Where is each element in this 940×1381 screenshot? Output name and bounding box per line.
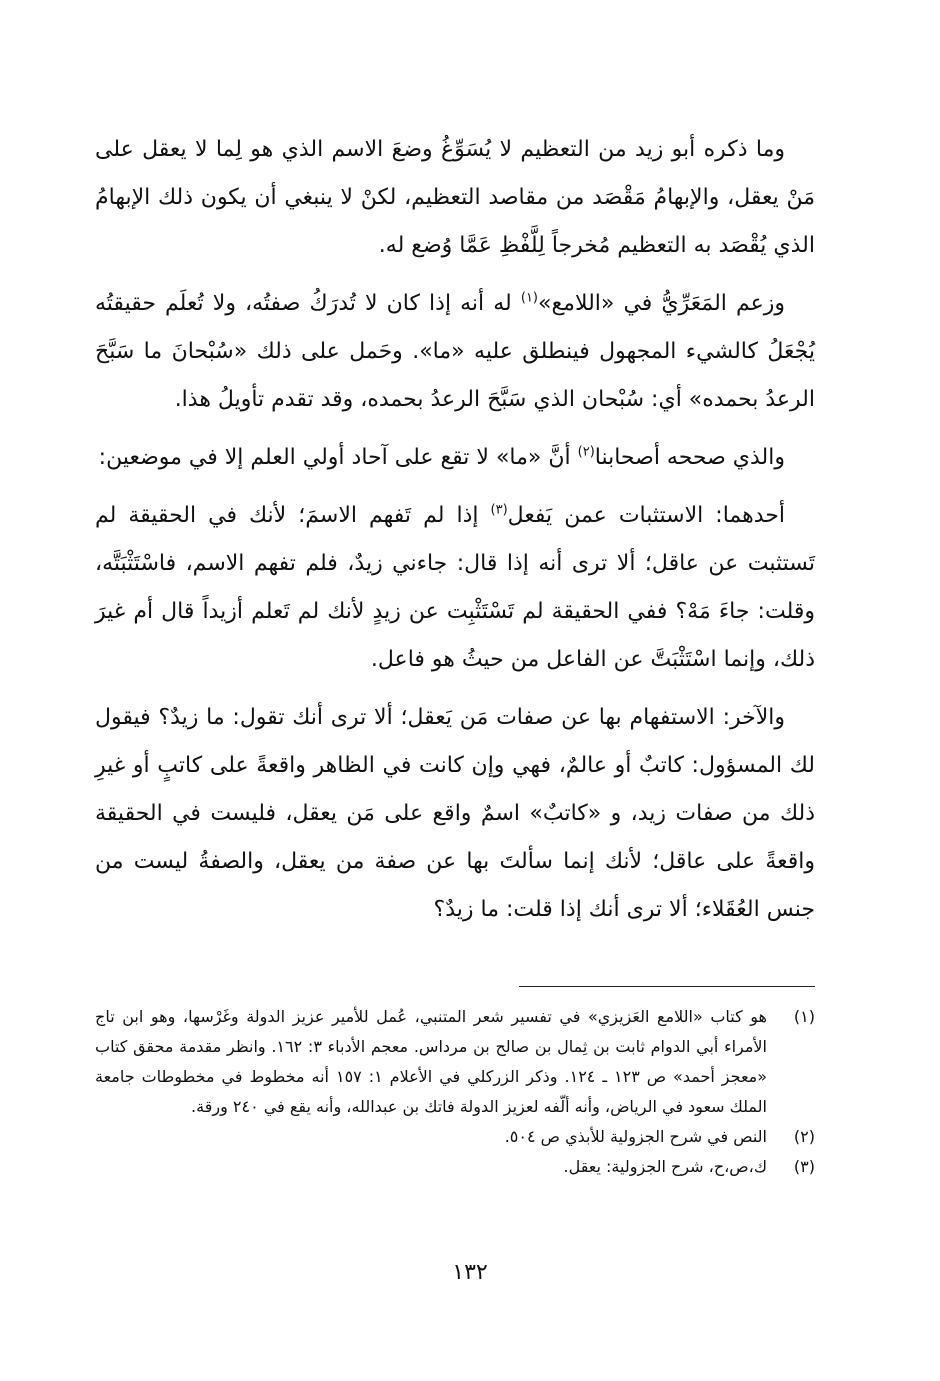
page-number: ١٣٢ bbox=[452, 1260, 488, 1285]
paragraph-2-start: وزعم المَعَرِّيُّ في «اللامع» bbox=[538, 291, 785, 316]
footnote-2-marker: (٢) bbox=[793, 1127, 815, 1146]
footnote-divider bbox=[519, 986, 815, 987]
paragraph-2 bbox=[95, 280, 815, 424]
footnote-1 bbox=[95, 1002, 815, 1122]
paragraph-1-text: وما ذكره أبو زيد من التعظيم لا يُسَوِّغُ وضعَ الاسم الذي هو لِما لا يعقل على مَنْ يعقل، والإبهامُ مَقْصَد من مقاصد التعظيم، لكنْ لا ينبغي أن يكون ذلك الإبهامُ الذي يُقْصَد به التعظيم مُخرجاً لِلَّفْظِ عَمَّا وُضع له. bbox=[95, 137, 815, 258]
footnote-1-text: هو كتاب «اللامع العَزيزي» في تفسير شعر المتنبي، عُمل للأمير عزيز الدولة وغَرْسها، وهو ابن تاج الأمراء أبي الدوام ثابت بن ثِمال بن صالح بن مرداس. معجم الأدباء ٣: ١٦٢. وانظر مقدمة محقق كتاب «معجز أحمد» ص ١٢٣ ـ ١٢٤. وذكر الزركلي في الأعلام ١: ١٥٧ أنه مخطوط في مخطوطات جامعة الملك سعود في الرياض، وأنه ألّفه لعزيز الدولة فاتك بن عبدالله، وأنه يقع في ٢٤٠ ورقة. bbox=[95, 1007, 768, 1116]
paragraph-4 bbox=[95, 492, 815, 684]
footnote-ref-3[interactable]: (٣) bbox=[490, 502, 508, 518]
paragraph-5 bbox=[95, 694, 815, 934]
footnote-ref-1[interactable]: (١) bbox=[520, 290, 538, 306]
paragraph-1 bbox=[95, 126, 815, 270]
footnotes bbox=[95, 1002, 815, 1182]
footnote-3-marker: (٣) bbox=[793, 1157, 815, 1176]
paragraph-3-rest: أنَّ «ما» لا تقع على آحاد أولي العلم إلا في موضعين: bbox=[98, 445, 578, 470]
footnote-1-marker: (١) bbox=[793, 1007, 815, 1026]
paragraph-2-rest: له أنه إذا كان لا تُدرَكُ صفتُه، ولا تُعلَم حقيقتُه يُجْعَلُ كالشيء المجهول فينطلق عليه «ما». وحَمل على ذلك «سُبْحانَ ما سَبَّحَ الرعدُ بحمده» أي: سُبْحان الذي سَبَّحَ الرعدُ بحمده، وقد تقدم تأويلُ هذا. bbox=[95, 291, 815, 412]
paragraph-4-start: أحدهما: الاستثبات عمن يَفعل bbox=[507, 503, 785, 528]
main-text bbox=[95, 126, 815, 934]
footnote-3-text: ك،ص،ح، شرح الجزولية: يعقل. bbox=[563, 1157, 767, 1176]
footnote-2 bbox=[95, 1122, 815, 1152]
paragraph-3-start: والذي صححه أصحابنا bbox=[594, 445, 785, 470]
paragraph-4-rest: إذا لم تَفهم الاسمَ؛ لأنك في الحقيقة لم تَستثبت عن عاقل؛ ألا ترى أنه إذا قال: جاءني زيدٌ، فلم تفهم الاسم، فاسْتَثْبَتَّه، وقلت: جاءَ مَهْ؟ ففي الحقيقة لم تَسْتَثْبِت عن زيدٍ لأنك لم تَعلم أزيداً قال أم غيرَ ذلك، وإنما اسْتَثْبَتَّ عن الفاعل من حيثُ هو فاعل. bbox=[95, 503, 815, 672]
footnote-ref-2[interactable]: (٢) bbox=[577, 444, 595, 460]
footnote-3 bbox=[95, 1152, 815, 1182]
footnote-2-text: النص في شرح الجزولية للأبذي ص ٥٠٤. bbox=[504, 1127, 767, 1146]
paragraph-5-text: والآخر: الاستفهام بها عن صفات مَن يَعقل؛ ألا ترى أنك تقول: ما زيدٌ؟ فيقول لك المسؤول: كاتبٌ أو عالمٌ، فهي وإن كانت في الظاهر واقعةً على كاتبٍ أو غيرِ ذلك من صفات زيد، و «كاتبٌ» اسمٌ واقع على مَن يعقل، فليست في الحقيقة واقعةً على عاقل؛ لأنك إنما سألتَ بها عن صفة من يعقل، والصفةُ ليست من جنس العُقَلاء؛ ألا ترى أنك إذا قلت: ما زيدٌ؟ bbox=[95, 705, 815, 922]
paragraph-3 bbox=[95, 434, 815, 482]
